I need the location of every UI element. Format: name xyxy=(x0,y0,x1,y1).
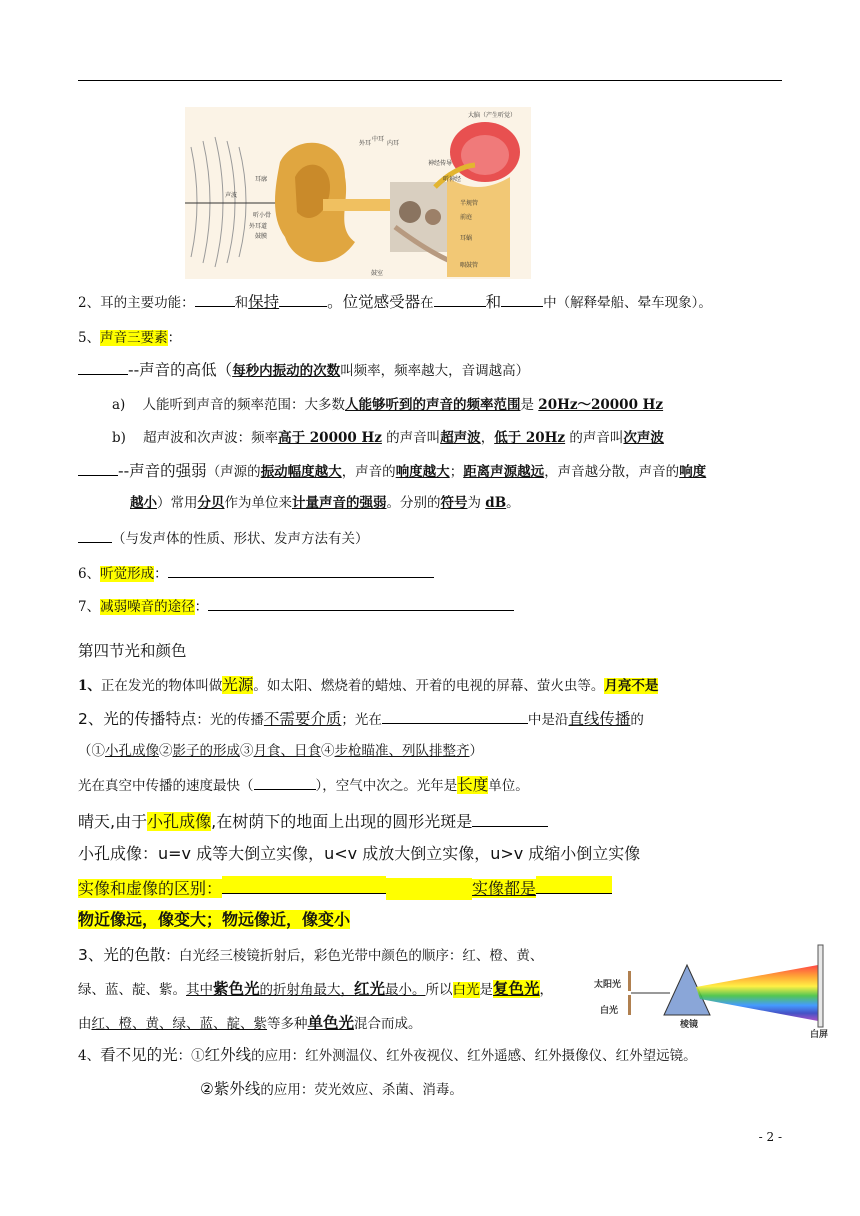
label-sunlight: 太阳光 xyxy=(594,980,622,990)
label-screen: 白屏 xyxy=(810,1030,829,1040)
label-prism: 棱镜 xyxy=(680,1020,699,1030)
page-number: - 2 - xyxy=(758,1130,782,1144)
line-hearing: 6、听觉形成： xyxy=(78,563,434,584)
label-vestibule: 前庭 xyxy=(460,214,473,221)
line-examples: （①小孔成像②影子的形成③月食、日食④步枪瞄准、列队排整齐） xyxy=(78,743,483,759)
line-ultrasound: b) 超声波和次声波：频率高于 20000 Hz 的声音叫超声波，低于 20Hz 的声音叫次声波 xyxy=(112,430,664,446)
label-auricle: 耳廓 xyxy=(255,176,268,183)
label-ear-canal: 外耳道 xyxy=(249,223,268,230)
line-dispersion: 3、光的色散：白光经三棱镜折射后，彩色光带中颜色的顺序：红、橙、黄、 xyxy=(78,946,544,964)
label-semicircular: 半规管 xyxy=(460,200,479,207)
line-noise: 7、减弱噪音的途径： xyxy=(78,596,514,617)
label-ossicles: 听小骨 xyxy=(253,212,272,219)
line-timbre: （与发声体的性质、形状、发声方法有关） xyxy=(78,528,369,549)
label-outer-ear: 外耳 xyxy=(359,140,372,147)
label-middle-ear: 中耳 xyxy=(372,136,385,143)
label-nerve-conduction: 神经传导 xyxy=(428,160,453,167)
line-decibel: 越小）常用分贝作为单位来计量声音的强弱。分别的符号为 dB。 xyxy=(130,495,520,511)
line-light-source: 1、正在发光的物体叫做光源。如太阳、燃烧着的蜡烛、开着的电视的屏幕、萤火虫等。月亮不是 xyxy=(78,676,659,694)
label-auditory-nerve: 听神经 xyxy=(443,176,462,183)
section-title-light: 第四节光和颜色 xyxy=(78,642,187,660)
label-eardrum: 鼓膜 xyxy=(255,233,268,240)
line-sound-elements: 5、声音三要素： xyxy=(78,330,182,346)
line-infrared: 4、看不见的光：①红外线的应用：红外测温仪、红外夜视仪、红外遥感、红外摄像仪、红外望远镜。 xyxy=(78,1046,697,1064)
line-speed: 光在真空中传播的速度最快（ ），空气中次之。光年是长度单位。 xyxy=(78,776,529,794)
line-ultraviolet: ②紫外线的应用：荧光效应、杀菌、消毒。 xyxy=(200,1080,463,1098)
line-refraction: 绿、蓝、靛、紫。其中紫色光的折射角最大，红光最小。所以白光是复色光， xyxy=(78,980,554,998)
line-ear-function: 2、耳的主要功能： 和保持 。位觉感受器在 和 中（解释晕船、晕车现象）。 xyxy=(78,293,712,311)
line-freq-range: a) 人能听到声音的频率范围：大多数人能够听到的声音的频率范围是 20Hz～20000 Hz xyxy=(112,397,664,413)
line-real-virtual: 实像和虚像的区别： 实像都是 xyxy=(78,876,612,900)
header-rule xyxy=(78,80,782,81)
label-inner-ear: 内耳 xyxy=(387,140,400,147)
label-cochlea: 耳蜗 xyxy=(460,235,473,242)
label-eustachian: 咽鼓管 xyxy=(460,262,479,269)
line-pitch: --声音的高低（每秒内振动的次数叫频率，频率越大，音调越高） xyxy=(78,360,529,381)
label-white-light: 白光 xyxy=(600,1006,619,1016)
ear-anatomy-figure xyxy=(185,107,531,279)
line-loudness: --声音的强弱（声源的振动幅度越大，声音的响度越大；距离声源越远，声音越分散，声音的响度 xyxy=(78,461,706,482)
label-brain: 大脑（产生听觉） xyxy=(468,112,517,119)
label-sound-wave: 声波 xyxy=(225,192,238,199)
line-pinhole-rules: 小孔成像：u=v 成等大倒立实像，u<v 成放大倒立实像，u>v 成缩小倒立实像 xyxy=(78,844,641,863)
prism-figure xyxy=(592,943,832,1041)
line-pinhole-spot: 晴天,由于小孔成像,在树荫下的地面上出现的圆形光斑是 xyxy=(78,809,548,833)
line-monochrome: 由红、橙、黄、绿、蓝、靛、紫等多种单色光混合而成。 xyxy=(78,1014,422,1032)
line-propagation: 2、光的传播特点：光的传播不需要介质；光在 中是沿直线传播的 xyxy=(78,710,644,728)
line-object-image: 物近像远，像变大；物远像近，像变小 xyxy=(78,910,351,929)
label-tympanic: 鼓室 xyxy=(371,270,384,277)
